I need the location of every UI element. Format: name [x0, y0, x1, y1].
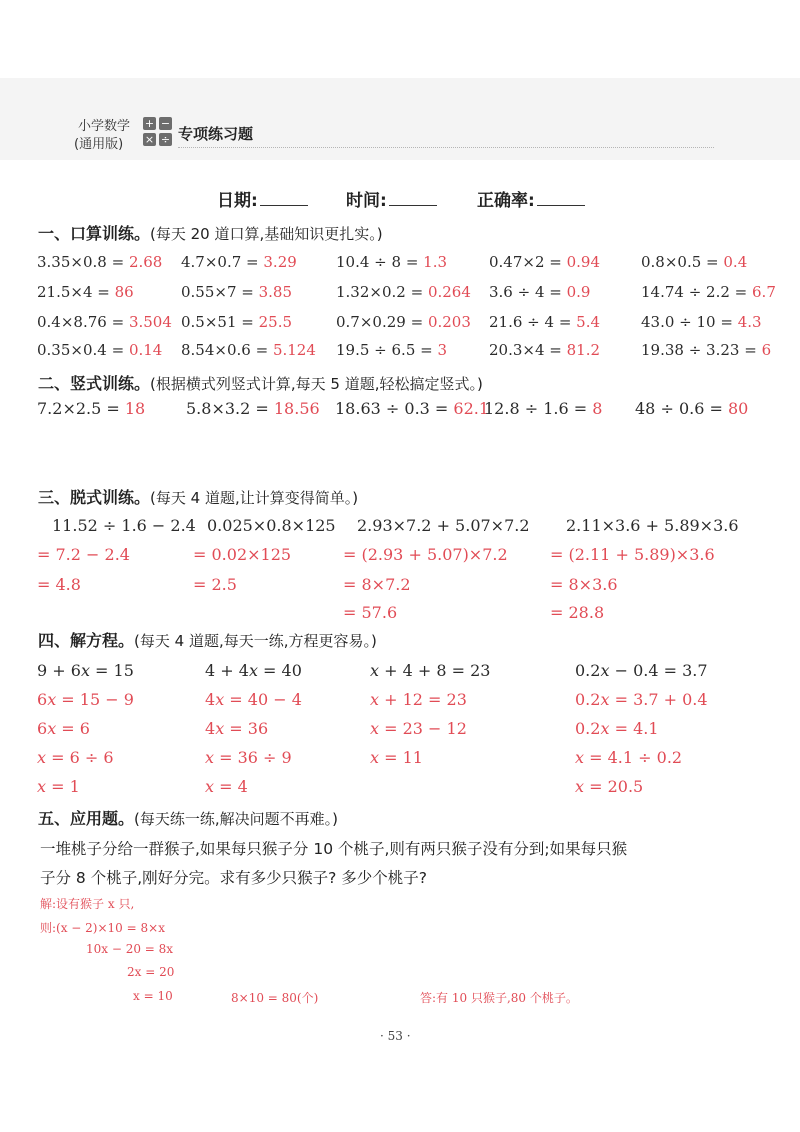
oral-question: 20.3×4 =: [489, 341, 567, 359]
equation-rest: = 6: [56, 719, 90, 738]
equation-variable: x: [80, 661, 90, 680]
equation-rest: = 23 − 12: [379, 719, 467, 738]
oral-answer: 1.3: [423, 253, 448, 271]
oral-item: [489, 341, 600, 359]
problem-line-1: 一堆桃子分给一群猴子,如果每只猴子分 10 个桃子,则有两只猴子没有分到;如果每只猴: [40, 840, 628, 858]
equation-rest: = 4: [214, 777, 248, 796]
equation-step: [370, 690, 467, 709]
stepwise-step: = 2.5: [193, 575, 237, 594]
equation-variable: x: [205, 748, 215, 767]
equation-step: [205, 690, 302, 709]
oral-question: 19.38 ÷ 3.23 =: [641, 341, 762, 359]
solution-step-3: x = 10: [133, 989, 173, 1003]
equation-variable: x: [370, 748, 380, 767]
stepwise-step: = 4.8: [37, 575, 81, 594]
equation-question: [37, 661, 134, 680]
minus-icon: −: [160, 117, 171, 130]
oral-item: [641, 313, 762, 331]
vertical-answer: 18.56: [273, 399, 320, 418]
vertical-question: 48 ÷ 0.6 =: [635, 399, 728, 418]
equation-variable: x: [600, 661, 610, 680]
stepwise-question: 2.93×7.2 + 5.07×7.2: [357, 516, 530, 535]
equation-step: [370, 748, 423, 767]
oral-answer: 3: [437, 341, 448, 359]
section-title: 二、竖式训练。: [38, 374, 151, 393]
equation-step: [205, 777, 248, 796]
oral-question: 0.47×2 =: [489, 253, 567, 271]
section-note: (每天 4 道题,让计算变得简单。): [150, 489, 359, 507]
oral-question: 0.35×0.4 =: [37, 341, 129, 359]
equation-coef: 6: [37, 690, 48, 709]
equation-rest: = 15: [89, 661, 134, 680]
equation-rest: = 40 − 4: [224, 690, 302, 709]
oral-question: 3.35×0.8 =: [37, 253, 129, 271]
stepwise-step: = 0.02×125: [193, 545, 292, 564]
equation-step: [37, 690, 134, 709]
solution-let: 解:设有猴子 x 只,: [40, 897, 135, 911]
equation-variable: x: [370, 719, 380, 738]
oral-item: [336, 341, 447, 359]
equation-rest: = 11: [379, 748, 423, 767]
vertical-answer: 18: [124, 399, 146, 418]
vertical-item: [635, 399, 748, 418]
oral-question: 0.8×0.5 =: [641, 253, 724, 271]
oral-question: 0.4×8.76 =: [37, 313, 129, 331]
oral-item: [336, 253, 447, 271]
oral-item: [181, 283, 292, 301]
equation-step: [575, 777, 643, 796]
brand-subject: 小学数学: [78, 119, 131, 134]
oral-question: 0.7×0.29 =: [336, 313, 428, 331]
date-field: [217, 186, 308, 211]
equation-variable: x: [37, 748, 47, 767]
stepwise-step: = 57.6: [343, 603, 398, 622]
vertical-item: [335, 399, 489, 418]
oral-item: [37, 313, 172, 331]
oral-item: [489, 283, 590, 301]
vertical-item: [186, 399, 320, 418]
vertical-question: 7.2×2.5 =: [37, 399, 125, 418]
section-note: (每天 20 道口算,基础知识更扎实。): [150, 225, 383, 243]
stepwise-question: 2.11×3.6 + 5.89×3.6: [566, 516, 739, 535]
oral-answer: 0.9: [566, 283, 591, 301]
equation-variable: x: [37, 777, 47, 796]
oral-question: 10.4 ÷ 8 =: [336, 253, 424, 271]
times-icon: ×: [144, 133, 155, 146]
equation-variable: x: [575, 748, 585, 767]
date-blank: [260, 191, 308, 206]
oral-question: 4.7×0.7 =: [181, 253, 264, 271]
vertical-item: [484, 399, 602, 418]
oral-question: 43.0 ÷ 10 =: [641, 313, 738, 331]
equation-variable: x: [47, 719, 57, 738]
accuracy-label: 正确率:: [477, 191, 535, 211]
solution-equation: 则:(x − 2)×10 = 8×x: [40, 921, 165, 935]
equation-coef: 9 + 6: [37, 661, 81, 680]
equation-variable: x: [215, 690, 225, 709]
oral-answer: 0.14: [128, 341, 163, 359]
stepwise-question: 0.025×0.8×125: [207, 516, 336, 535]
equation-step: [37, 719, 90, 738]
equation-rest: = 36 ÷ 9: [214, 748, 292, 767]
section-title: 四、解方程。: [38, 631, 135, 650]
solution-peaches: 8×10 = 80(个): [231, 991, 319, 1005]
vertical-question: 5.8×3.2 =: [186, 399, 274, 418]
date-label: 日期:: [217, 191, 258, 211]
oral-item: [489, 253, 600, 271]
accuracy-blank: [537, 191, 585, 206]
oral-item: [336, 313, 471, 331]
section-stepwise-title: [38, 485, 358, 508]
stepwise-step: = 8×3.6: [550, 575, 618, 594]
stepwise-question: 11.52 ÷ 1.6 − 2.4: [52, 516, 196, 535]
section-title: 三、脱式训练。: [38, 488, 151, 507]
oral-item: [181, 253, 297, 271]
equation-rest: = 20.5: [584, 777, 644, 796]
oral-answer: 6.7: [752, 283, 776, 301]
equation-coef: 4: [205, 690, 216, 709]
section-title: 一、口算训练。: [38, 224, 151, 243]
equation-step: [205, 748, 292, 767]
equation-variable: x: [205, 777, 215, 796]
divide-icon: ÷: [160, 133, 171, 146]
section-note: (每天 4 道题,每天一练,方程更容易。): [134, 632, 377, 650]
equation-rest: + 12 = 23: [379, 690, 467, 709]
oral-item: [181, 341, 316, 359]
section-note: (每天练一练,解决问题不再难。): [134, 810, 338, 828]
equation-coef: 0.2: [575, 661, 601, 680]
equation-step: [205, 719, 268, 738]
equation-step: [37, 777, 80, 796]
oral-answer: 86: [114, 283, 134, 301]
oral-answer: 6: [761, 341, 772, 359]
stepwise-step: = 7.2 − 2.4: [37, 545, 130, 564]
oral-item: [641, 341, 771, 359]
oral-answer: 0.4: [723, 253, 748, 271]
oral-answer: 81.2: [566, 341, 601, 359]
equation-variable: x: [600, 719, 610, 738]
oral-question: 0.5×51 =: [181, 313, 259, 331]
equation-variable: x: [370, 661, 380, 680]
oral-question: 21.6 ÷ 4 =: [489, 313, 577, 331]
oral-answer: 25.5: [258, 313, 293, 331]
oral-question: 21.5×4 =: [37, 283, 115, 301]
oral-item: [37, 341, 162, 359]
oral-item: [641, 283, 776, 301]
book-title: 专项练习题: [178, 125, 254, 143]
section-title: 五、应用题。: [38, 809, 135, 828]
vertical-question: 12.8 ÷ 1.6 =: [484, 399, 593, 418]
equation-variable: x: [600, 690, 610, 709]
oral-answer: 4.3: [737, 313, 762, 331]
oral-item: [641, 253, 747, 271]
oral-answer: 0.94: [566, 253, 601, 271]
equation-rest: = 4.1 ÷ 0.2: [584, 748, 683, 767]
accuracy-field: [477, 186, 585, 211]
equation-variable: x: [215, 719, 225, 738]
stepwise-step: = (2.11 + 5.89)×3.6: [550, 545, 715, 564]
equation-question: [575, 661, 708, 680]
problem-line-2: 子分 8 个桃子,刚好分完。求有多少只猴子? 多少个桃子?: [40, 869, 428, 887]
oral-answer: 5.4: [576, 313, 601, 331]
stepwise-step: = 8×7.2: [343, 575, 411, 594]
oral-answer: 3.85: [258, 283, 293, 301]
equation-variable: x: [47, 690, 57, 709]
equation-variable: x: [575, 777, 585, 796]
equation-rest: = 15 − 9: [56, 690, 134, 709]
equation-step: [575, 690, 708, 709]
equation-rest: − 0.4 = 3.7: [609, 661, 708, 680]
oral-question: 1.32×0.2 =: [336, 283, 428, 301]
equation-rest: = 40: [257, 661, 302, 680]
oral-item: [336, 283, 471, 301]
equation-coef: 0.2: [575, 719, 601, 738]
equation-rest: = 36: [224, 719, 269, 738]
section-note: (根据横式列竖式计算,每天 5 道题,轻松搞定竖式。): [150, 375, 483, 393]
equation-coef: 6: [37, 719, 48, 738]
oral-question: 14.74 ÷ 2.2 =: [641, 283, 753, 301]
equation-step: [37, 748, 114, 767]
vertical-item: [37, 399, 145, 418]
oral-answer: 5.124: [272, 341, 316, 359]
vertical-answer: 80: [727, 399, 749, 418]
oral-item: [181, 313, 292, 331]
solution-step-1: 10x − 20 = 8x: [86, 942, 174, 956]
equation-rest: = 1: [46, 777, 80, 796]
time-label: 时间:: [346, 191, 387, 211]
equation-variable: x: [248, 661, 258, 680]
section-word-title: [38, 806, 338, 829]
equation-coef: 0.2: [575, 690, 601, 709]
oral-question: 19.5 ÷ 6.5 =: [336, 341, 438, 359]
equation-rest: + 4 + 8 = 23: [379, 661, 491, 680]
equation-rest: = 4.1: [609, 719, 659, 738]
page-number: · 53 ·: [380, 1029, 411, 1043]
section-equation-title: [38, 628, 377, 651]
section-vertical-title: [38, 371, 483, 394]
equation-step: [575, 748, 682, 767]
vertical-answer: 62.1: [453, 399, 490, 418]
oral-answer: 3.29: [263, 253, 297, 271]
oral-answer: 0.203: [427, 313, 471, 331]
arithmetic-logo-icon: [143, 117, 173, 147]
stepwise-step: = 28.8: [550, 603, 605, 622]
oral-question: 8.54×0.6 =: [181, 341, 273, 359]
oral-answer: 3.504: [128, 313, 172, 331]
equation-coef: 4: [205, 719, 216, 738]
equation-rest: = 3.7 + 0.4: [609, 690, 708, 709]
equation-variable: x: [370, 690, 380, 709]
equation-question: [205, 661, 302, 680]
oral-item: [489, 313, 600, 331]
oral-question: 3.6 ÷ 4 =: [489, 283, 567, 301]
vertical-question: 18.63 ÷ 0.3 =: [335, 399, 454, 418]
equation-coef: 4 + 4: [205, 661, 249, 680]
oral-answer: 2.68: [128, 253, 163, 271]
equation-rest: = 6 ÷ 6: [46, 748, 114, 767]
header-divider: [178, 147, 714, 148]
brand-edition: (通用版): [74, 137, 124, 152]
stepwise-step: = (2.93 + 5.07)×7.2: [343, 545, 508, 564]
equation-step: [575, 719, 659, 738]
oral-question: 0.55×7 =: [181, 283, 259, 301]
vertical-answer: 8: [592, 399, 603, 418]
oral-answer: 0.264: [427, 283, 471, 301]
plus-icon: +: [144, 117, 155, 130]
solution-step-2: 2x = 20: [127, 965, 175, 979]
solution-answer: 答:有 10 只猴子,80 个桃子。: [420, 991, 578, 1005]
oral-item: [37, 283, 134, 301]
oral-item: [37, 253, 162, 271]
equation-question: [370, 661, 490, 680]
equation-step: [370, 719, 467, 738]
time-field: [346, 186, 437, 211]
section-oral-title: [38, 221, 383, 244]
time-blank: [389, 191, 437, 206]
